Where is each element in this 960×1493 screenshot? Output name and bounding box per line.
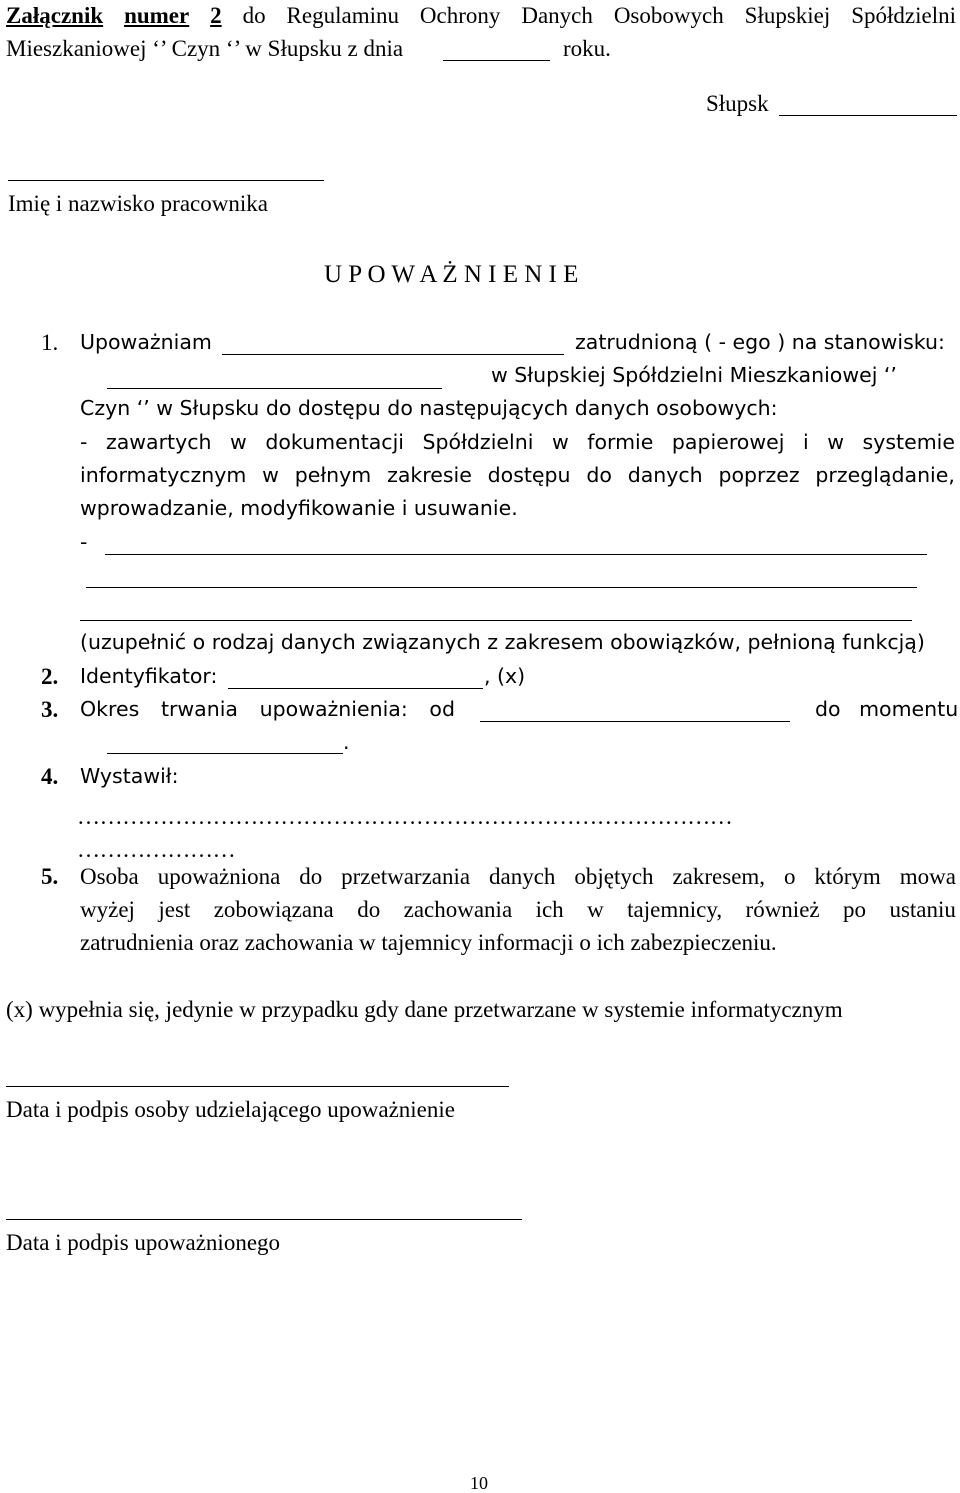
section-5-number: 5.: [41, 864, 59, 889]
word: upoważnienia:: [259, 697, 408, 721]
word: -: [80, 430, 88, 454]
word: poprzez: [718, 463, 800, 487]
word: zawartych: [105, 430, 212, 454]
date-blank-line: [443, 60, 550, 61]
word: Spółdzielni: [422, 430, 534, 454]
start-date-blank-line: [480, 721, 790, 722]
page-number: 10: [470, 1473, 488, 1493]
place-label: Słupsk: [706, 91, 769, 116]
word: i: [802, 430, 809, 454]
section-3-words: [80, 699, 455, 720]
section-1-line-6: wprowadzanie, modyfikowanie i usuwanie.: [80, 496, 518, 520]
word: do: [586, 463, 612, 487]
identifier-blank-line: [228, 688, 483, 689]
section-5-line-2: [80, 898, 956, 921]
word: Okres: [80, 697, 140, 721]
section-3-period: .: [343, 730, 350, 754]
employee-name-line: [8, 180, 324, 181]
word: dostępu: [487, 463, 571, 487]
word: zachowania: [403, 897, 513, 922]
footnote: (x) wypełnia się, jedynie w przypadku gdy dane przetwarzane w systemie informatycznym: [6, 997, 843, 1022]
word: danych: [627, 463, 703, 487]
header-word: Spółdzielni: [851, 3, 956, 28]
data-type-line-3: [80, 620, 912, 621]
section-1-dash: -: [80, 530, 88, 554]
header-word: Regulaminu: [286, 3, 399, 28]
word: w: [587, 897, 604, 922]
section-3-number: 3.: [41, 697, 59, 722]
section-2-number: 2.: [41, 664, 59, 689]
identifier-label: Identyfikator:: [80, 664, 218, 688]
end-date-blank-line: [107, 753, 343, 754]
section-5-line-3: zatrudnienia oraz zachowania w tajemnicy informacji o ich zabezpieczeniu.: [80, 930, 777, 955]
word: jest: [158, 897, 191, 922]
word: po: [843, 897, 867, 922]
header-word: Osobowych: [613, 3, 724, 28]
attachment-label: Załącznik: [6, 3, 104, 28]
attachment-number: 2: [210, 3, 222, 28]
word: dokumentacji: [265, 430, 404, 454]
header-word: Ochrony: [419, 3, 501, 28]
section-5-line-1: [80, 865, 956, 888]
word: informatycznym: [80, 463, 247, 487]
employee-name-label: Imię i nazwisko pracownika: [8, 191, 268, 216]
word: systemie: [862, 430, 955, 454]
section-1-position: zatrudnioną ( - ego ) na stanowisku:: [575, 330, 945, 354]
section-1-cooperative: w Słupskiej Spółdzielni Mieszkaniowej ‘’: [491, 363, 897, 387]
section-1-line-4: [80, 432, 955, 453]
signature-1-line: [6, 1086, 509, 1087]
word: upoważniona: [157, 864, 281, 889]
employee-blank-line: [222, 354, 564, 355]
attachment-word: numer: [124, 3, 190, 28]
identifier-suffix: , (x): [484, 664, 526, 688]
section-4-number: 4.: [41, 764, 59, 789]
word: w: [827, 430, 844, 454]
word: ustaniu: [889, 897, 956, 922]
section-3-until: do momentu: [815, 697, 959, 721]
word: danych: [489, 864, 556, 889]
section-1-authorize: Upoważniam: [80, 330, 212, 354]
issued-by-dots-2: …………………: [77, 837, 236, 862]
word: również: [745, 897, 820, 922]
position-blank-line: [107, 388, 442, 389]
word: zakresem,: [672, 864, 766, 889]
section-1-number: 1.: [41, 330, 59, 355]
word: ich: [535, 897, 564, 922]
document-title: U P O W A Ż N I E N I E: [324, 261, 579, 288]
issued-by-label: Wystawił:: [80, 764, 179, 788]
word: formie: [587, 430, 654, 454]
header-line-2-left: Mieszkaniowej ‘’ Czyn ‘’ w Słupsku z dnia: [6, 36, 404, 61]
word: o: [783, 864, 796, 889]
header-line-1: [6, 4, 956, 27]
word: papierowej: [671, 430, 785, 454]
header-word: Słupskiej: [744, 3, 831, 28]
word: przeglądanie,: [815, 463, 955, 487]
word: Osoba: [80, 864, 139, 889]
word: do: [357, 897, 381, 922]
word: objętych: [574, 864, 654, 889]
place-blank-line: [779, 115, 957, 116]
signature-2-line: [6, 1219, 522, 1220]
word: do: [299, 864, 323, 889]
word: pełnym: [294, 463, 372, 487]
section-1-line-5: [80, 465, 955, 486]
header-word: do: [242, 3, 266, 28]
section-1-line-3: Czyn ‘’ w Słupsku do dostępu do następujących danych osobowych:: [80, 396, 778, 420]
data-type-line-1: [105, 554, 927, 555]
word: od: [429, 697, 455, 721]
word: w: [230, 430, 247, 454]
word: zakresie: [387, 463, 472, 487]
word: trwania: [160, 697, 238, 721]
header-word: Danych: [521, 3, 593, 28]
signature-1-label: Data i podpis osoby udzielającego upoważnienie: [6, 1097, 455, 1122]
section-1-note: (uzupełnić o rodzaj danych związanych z zakresem obowiązków, pełnioną funkcją): [80, 630, 925, 654]
word: w: [262, 463, 279, 487]
word: tajemnicy,: [627, 897, 723, 922]
word: w: [551, 430, 569, 454]
signature-2-label: Data i podpis upoważnionego: [6, 1230, 281, 1255]
word: przetwarzania: [341, 864, 471, 889]
word: wyżej: [80, 897, 135, 922]
header-line-2-right: roku.: [563, 36, 611, 61]
issued-by-dots-1: ……………………………………………………………………………: [77, 804, 733, 829]
data-type-line-2: [86, 587, 917, 588]
word: którym: [814, 864, 881, 889]
word: mowa: [899, 864, 956, 889]
word: zobowiązana: [213, 897, 334, 922]
